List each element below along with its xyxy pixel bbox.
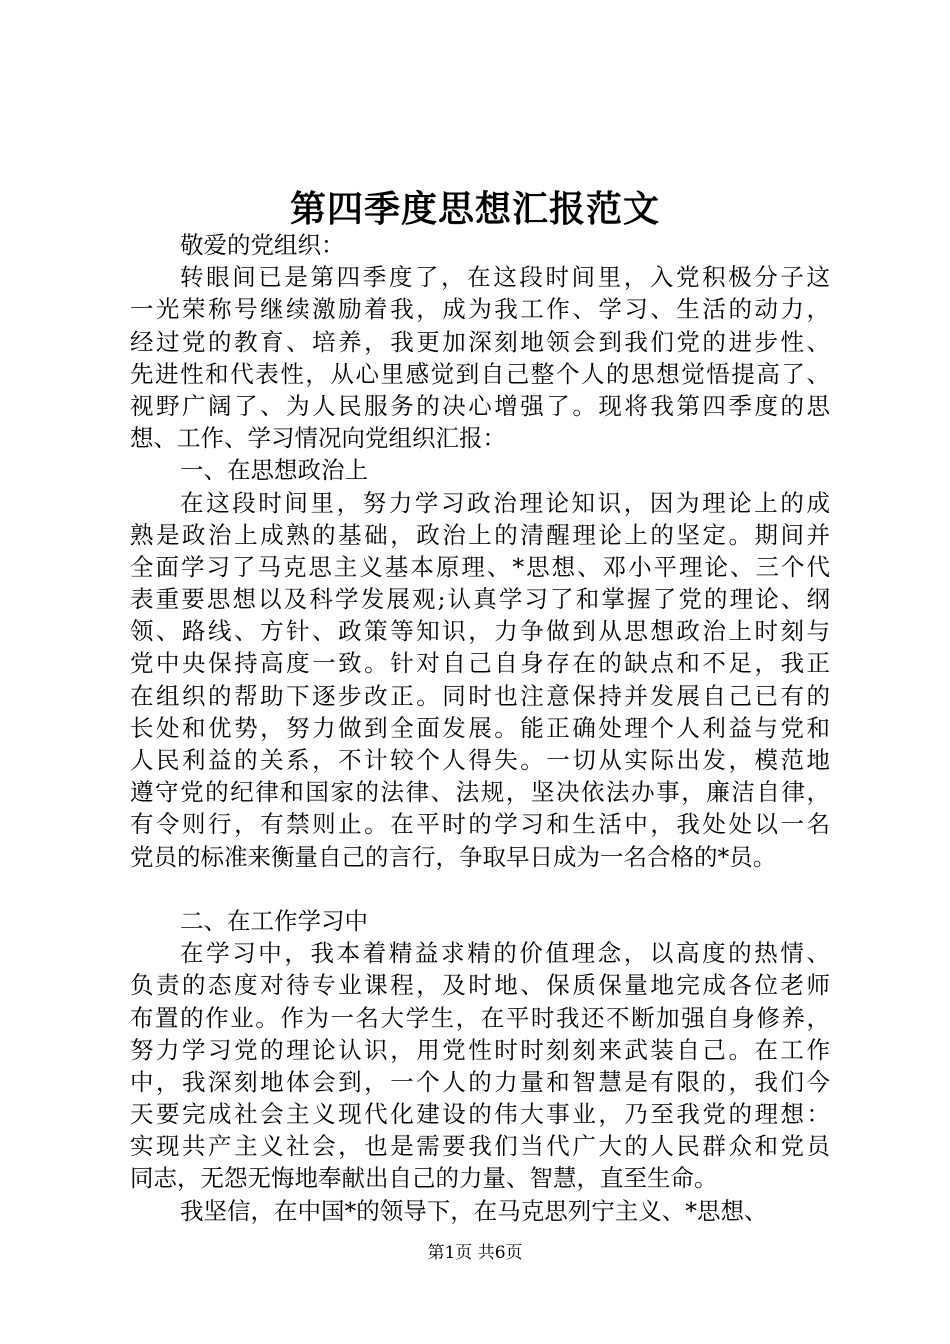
paragraph-line: 同志，无怨无悔地奉献出自己的力量、智慧，直至生命。	[130, 1164, 718, 1193]
paragraph-line: 在学习中，我本着精益求精的价值理念，以高度的热情、	[180, 939, 830, 968]
paragraph-line: 先进性和代表性，从心里感觉到自己整个人的思想觉悟提高了、	[130, 359, 830, 388]
paragraph-line: 转眼间已是第四季度了，在这段时间里，入党积极分子这	[180, 263, 830, 292]
salutation: 敬爱的党组织：	[180, 231, 345, 259]
paragraph-line: 党中央保持高度一致。针对自己自身存在的缺点和不足，我正	[130, 649, 830, 678]
paragraph-line: 长处和优势，努力做到全面发展。能正确处理个人利益与党和	[130, 713, 830, 742]
paragraph-line: 表重要思想以及科学发展观;认真学习了和掌握了党的理论、纲	[130, 585, 830, 614]
paragraph-gap	[130, 873, 830, 905]
paragraph-line: 一光荣称号继续激励着我，成为我工作、学习、生活的动力，	[130, 295, 830, 324]
page-number-footer: 第1页 共6页	[427, 1243, 523, 1263]
paragraph-line: 人民利益的关系，不计较个人得失。一切从实际出发，模范地	[130, 746, 830, 774]
paragraph-line: 想、工作、学习情况向党组织汇报：	[130, 424, 506, 453]
document-title: 第四季度思想汇报范文	[289, 188, 660, 230]
paragraph-line: 领、路线、方针、政策等知识，力争做到从思想政治上时刻与	[130, 617, 830, 646]
paragraph-line: 在这段时间里，努力学习政治理论知识，因为理论上的成	[180, 488, 830, 517]
paragraph-line: 努力学习党的理论认识，用党性时时刻刻来武装自己。在工作	[130, 1035, 830, 1064]
paragraph-line: 视野广阔了、为人民服务的决心增强了。现将我第四季度的思	[130, 391, 830, 420]
paragraph-line: 遵守党的纪律和国家的法律、法规，坚决依法办事，廉洁自律，	[130, 778, 830, 807]
paragraph-line: 党员的标准来衡量自己的言行，争取早日成为一名合格的*员。	[130, 842, 777, 871]
section-heading: 二、在工作学习中	[180, 906, 368, 935]
paragraph-line: 有令则行，有禁则止。在平时的学习和生活中，我处处以一名	[130, 810, 830, 839]
section-heading: 一、在思想政治上	[180, 456, 368, 485]
paragraph-line: 全面学习了马克思主义基本原理、*思想、邓小平理论、三个代	[130, 552, 830, 581]
paragraph-line: 实现共产主义社会，也是需要我们当代广大的人民群众和党员	[130, 1132, 830, 1161]
paragraph-line: 中，我深刻地体会到，一个人的力量和智慧是有限的，我们今	[130, 1067, 830, 1096]
paragraph-line: 熟是政治上成熟的基础，政治上的清醒理论上的坚定。期间并	[130, 520, 830, 549]
paragraph-line: 我坚信，在中国*的领导下，在马克思列宁主义、*思想、	[180, 1196, 768, 1225]
document-body	[130, 229, 830, 1227]
paragraph-line: 布置的作业。作为一名大学生，在平时我还不断加强自身修养，	[130, 1003, 830, 1032]
paragraph-line: 在组织的帮助下逐步改正。同时也注意保持并发展自己已有的	[130, 681, 830, 710]
paragraph-line: 经过党的教育、培养，我更加深刻地领会到我们党的进步性、	[130, 327, 830, 356]
paragraph-line: 负责的态度对待专业课程，及时地、保质保量地完成各位老师	[130, 971, 830, 1000]
paragraph-line: 天要完成社会主义现代化建设的伟大事业，乃至我党的理想：	[130, 1100, 830, 1129]
